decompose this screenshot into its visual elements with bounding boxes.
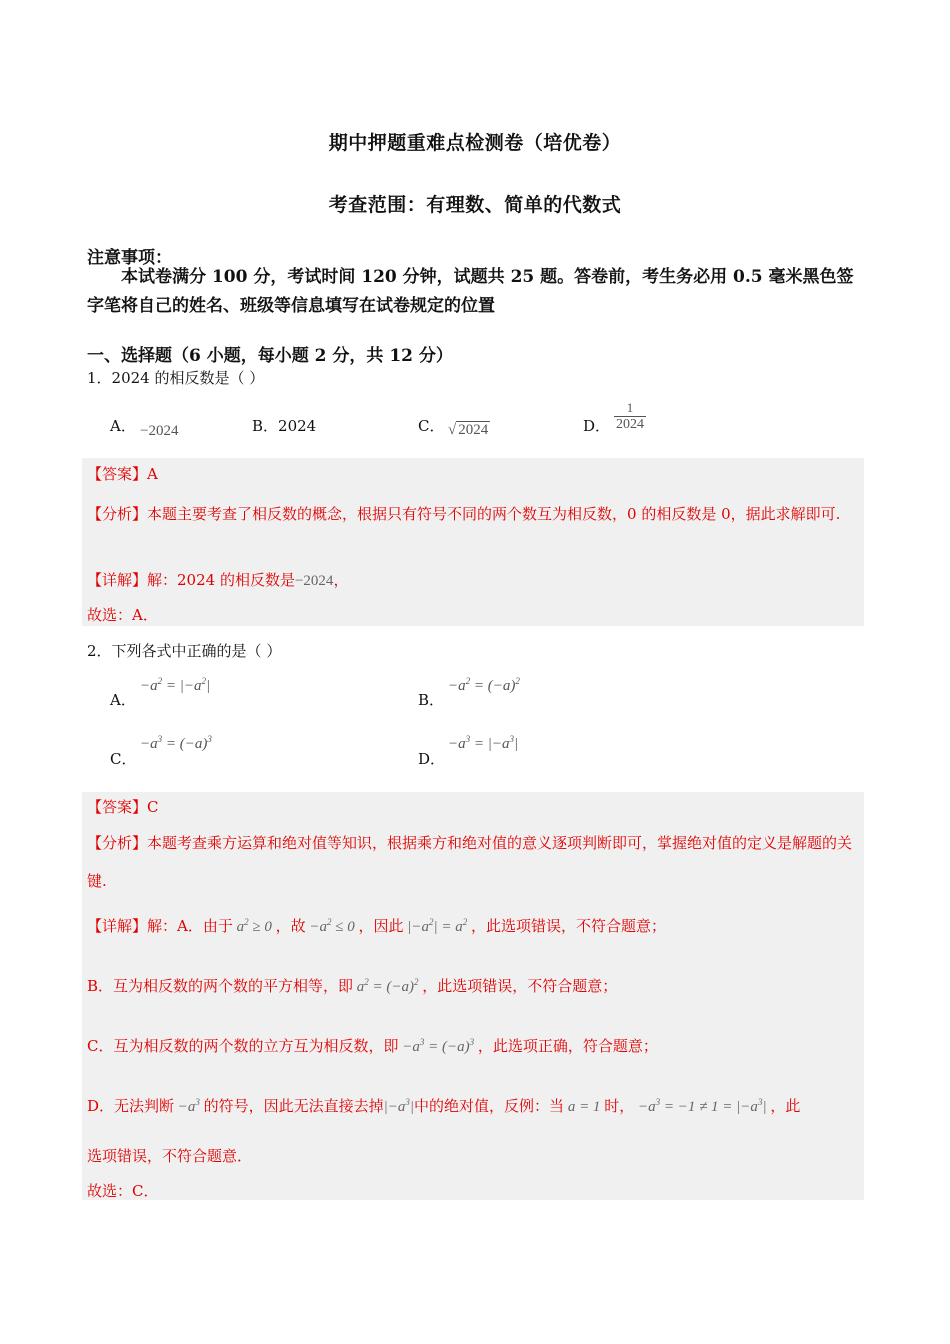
q2-option-b-formula: $-a^2 = (-a)^2$ xyxy=(448,676,520,694)
q1-detail xyxy=(87,569,348,590)
exam-title: 期中押题重难点检测卷（培优卷） xyxy=(328,132,622,154)
q1-analysis xyxy=(87,496,863,532)
q1-option-d-fraction xyxy=(614,400,646,433)
q2-analysis-label: 【分析】 xyxy=(87,834,148,852)
q2-option-b: B． xyxy=(418,691,445,709)
q2-option-a-formula: $-a^2 = |-a^2|$ xyxy=(140,676,211,694)
q1-option-c xyxy=(418,415,444,436)
q1-option-b-value: 2024 xyxy=(278,417,317,435)
q2-detail-d5: ，此 xyxy=(770,1097,801,1115)
q1-option-a xyxy=(110,415,136,436)
q1-detail-tail: ， xyxy=(333,571,349,589)
q1-answer-value: A xyxy=(147,465,158,483)
q1-analysis-label: 【分析】 xyxy=(87,505,148,523)
q2-detail-a-math2: $-a^2 \le 0$ xyxy=(305,917,359,935)
notes-heading: 注意事项： xyxy=(87,248,172,268)
q2-detail-d4: 时， xyxy=(604,1097,635,1115)
q1-option-c-label: C． xyxy=(418,417,445,435)
q2-detail-d3: 中的绝对值，反例：当 xyxy=(414,1097,565,1115)
q2-stem: 2．下列各式中正确的是（ ） xyxy=(87,642,282,660)
q1-option-d-numerator: 1 xyxy=(626,400,634,415)
section-heading: 一、选择题（6 小题，每小题 2 分，共 12 分） xyxy=(87,346,453,366)
q1-option-d xyxy=(583,415,610,436)
q2-detail-d-math2: $|-a^3|$ xyxy=(383,1097,415,1115)
q2-detail-label: 【详解】 xyxy=(87,917,148,935)
q2-detail-a-math3: $|-a^2| = a^2$ xyxy=(403,917,468,935)
q2-detail-c1: C．互为相反数的两个数的立方互为相反数，即 xyxy=(87,1037,399,1055)
q2-option-c-formula: $-a^3 = (-a)^3$ xyxy=(140,734,212,752)
q1-detail-text: 解：2024 的相反数是 xyxy=(147,571,295,589)
notes-body: 本试卷满分 100 分，考试时间 120 分钟，试题共 25 题。答卷前，考生务必用 0.5 毫米黑色签字笔将自己的姓名、班级等信息填写在试卷规定的位置 xyxy=(87,267,854,316)
q2-analysis-text: 本题考查乘方运算和绝对值等知识，根据乘方和绝对值的意义逐项判断即可，掌握绝对值的定义是解题的关键. xyxy=(87,834,853,890)
q2-detail-line-c xyxy=(87,1035,658,1056)
q2-detail-a3: ，因此 xyxy=(358,917,404,935)
q1-option-c-value: 2024 xyxy=(458,422,489,438)
q2-detail-d-math3: a = 1 xyxy=(564,1099,605,1115)
q2-option-d: D． xyxy=(418,750,446,768)
q2-option-a: A． xyxy=(110,691,136,709)
q2-answer xyxy=(87,796,159,817)
q2-detail-d1: D．无法判断 xyxy=(87,1097,175,1115)
q2-answer-box xyxy=(82,792,864,1200)
q2-detail-c2: ，此选项正确，符合题意； xyxy=(477,1037,658,1055)
q2-detail-a4: ，此选项错误，不符合题意； xyxy=(470,917,666,935)
q2-detail-b1: B．互为相反数的两个数的平方相等，即 xyxy=(87,977,354,995)
q1-analysis-text: 本题主要考查了相反数的概念，根据只有符号不同的两个数互为相反数，0 的相反数是 0，据此求解即可. xyxy=(147,505,841,523)
q2-answer-label: 【答案】 xyxy=(87,798,148,816)
q1-option-b-label: B． xyxy=(252,417,279,435)
q1-answer-box xyxy=(82,458,864,626)
q1-detail-label: 【详解】 xyxy=(87,571,148,589)
q2-option-d-formula: $-a^3 = |-a^3|$ xyxy=(448,734,519,752)
q1-option-a-label: A． xyxy=(110,417,136,435)
q2-detail-line-d-cont: 选项错误，不符合题意． xyxy=(87,1147,253,1165)
q1-option-a-value: −2024 xyxy=(140,423,179,439)
q1-stem: 1．2024 的相反数是（ ） xyxy=(87,369,265,387)
q2-detail-c-math: $-a^3 = (-a)^3$ xyxy=(398,1037,475,1055)
q1-answer xyxy=(87,463,158,484)
sqrt-sign-icon: √ xyxy=(448,422,457,438)
q1-option-d-label: D． xyxy=(583,417,611,435)
q2-detail-line-b xyxy=(87,975,617,996)
q2-detail-line-d xyxy=(87,1095,800,1116)
q2-detail-d-math4: $-a^3 = -1 \ne 1 = |-a^3|$ xyxy=(634,1097,771,1115)
q2-detail-a1: 解：A．由于 xyxy=(147,917,233,935)
q2-analysis xyxy=(87,824,863,900)
q2-answer-value: C xyxy=(147,798,159,816)
q2-conclusion: 故选：C． xyxy=(87,1182,159,1200)
q2-detail-b2: ，此选项错误，不符合题意； xyxy=(422,977,618,995)
q1-answer-label: 【答案】 xyxy=(87,465,148,483)
q1-detail-math: −2024 xyxy=(294,573,334,589)
q2-detail-b-math: $a^2 = (-a)^2$ xyxy=(353,977,419,995)
exam-scope: 考查范围：有理数、简单的代数式 xyxy=(328,194,622,216)
q1-option-b xyxy=(252,415,316,436)
q2-detail-d2: 的符号，因此无法直接去掉 xyxy=(203,1097,384,1115)
q2-detail-d-math1: $-a^3$ xyxy=(174,1097,200,1115)
q2-detail-a-math1: $a^2 \ge 0$ xyxy=(232,917,276,935)
q1-option-c-sqrt xyxy=(448,421,490,439)
q2-detail-a2: ，故 xyxy=(275,917,306,935)
q1-conclusion: 故选：A． xyxy=(87,606,158,624)
q2-detail-line-a xyxy=(87,915,666,936)
q2-option-c: C． xyxy=(110,750,137,768)
q1-option-d-denominator: 2024 xyxy=(616,417,644,432)
